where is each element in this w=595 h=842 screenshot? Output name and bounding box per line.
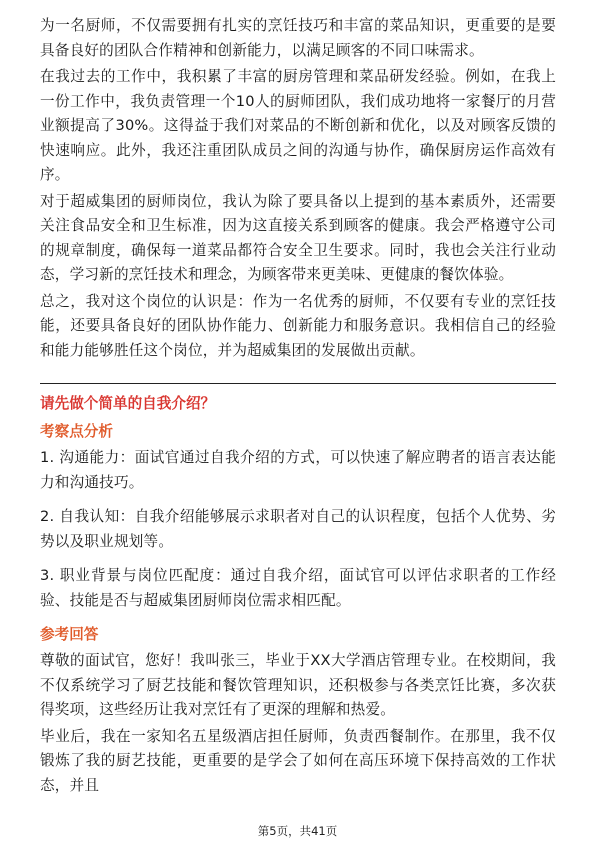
answer-paragraph-1: 尊敬的面试官，您好！我叫张三，毕业于XX大学酒店管理专业。在校期间，我不仅系统学习了厨艺技能和餐饮管理知识，还积极参与各类烹饪比赛，多次获得奖项，这些经历让我对烹饪有了更深的理解和热爱。	[40, 652, 556, 718]
document-page	[40, 14, 556, 800]
analysis-heading: 考察点分析	[40, 423, 113, 440]
intro-paragraph-4: 总之，我对这个岗位的认识是：作为一名优秀的厨师，不仅要有专业的烹饪技能，还要具备良好的团队协作能力、创新能力和服务意识。我相信自己的经验和能力能够胜任这个岗位，并为超威集团的发展做出贡献。	[40, 292, 556, 359]
intro-paragraph-2: 在我过去的工作中，我积累了丰富的厨房管理和菜品研发经验。例如，在我上一份工作中，我负责管理一个10人的厨师团队，我们成功地将一家餐厅的月营业额提高了30%。这得益于我们对菜品的不断创新和优化，以及对顾客反馈的快速响应。此外，我还注重团队成员之间的沟通与协作，确保厨房运作高效有序。	[40, 68, 556, 183]
answer-heading: 参考回答	[40, 626, 99, 643]
page-number: 第5页，共41页	[257, 824, 338, 838]
analysis-list	[40, 446, 556, 613]
question-title: 请先做个简单的自我介绍？	[40, 395, 216, 412]
intro-paragraph-1: 为一名厨师，不仅需要拥有扎实的烹饪技巧和丰富的菜品知识，更重要的是要具备良好的团队合作精神和创新能力，以满足顾客的不同口味需求。	[40, 17, 556, 59]
intro-paragraph-3: 对于超威集团的厨师岗位，我认为除了要具备以上提到的基本素质外，还需要关注食品安全和卫生标准，因为这直接关系到顾客的健康。我会严格遵守公司的规章制度，确保每一道菜品都符合安全卫生要求。同时，我也会关注行业动态，学习新的烹饪技术和理念，为顾客带来更美味、更健康的餐饮体验。	[40, 192, 556, 283]
analysis-item-self-awareness: 2. 自我认知：自我介绍能够展示求职者对自己的认识程度，包括个人优势、劣势以及职业规划等。	[40, 508, 556, 550]
answer-paragraph-2: 毕业后，我在一家知名五星级酒店担任厨师，负责西餐制作。在那里，我不仅锻炼了我的厨艺技能，更重要的是学会了如何在高压环境下保持高效的工作状态，并且	[40, 727, 556, 794]
analysis-item-job-match: 3. 职业背景与岗位匹配度：通过自我介绍，面试官可以评估求职者的工作经验、技能是否与超威集团厨师岗位需求相匹配。	[40, 567, 556, 609]
analysis-item-communication: 1. 沟通能力：面试官通过自我介绍的方式，可以快速了解应聘者的语言表达能力和沟通技巧。	[40, 449, 556, 491]
section-divider	[40, 383, 556, 384]
